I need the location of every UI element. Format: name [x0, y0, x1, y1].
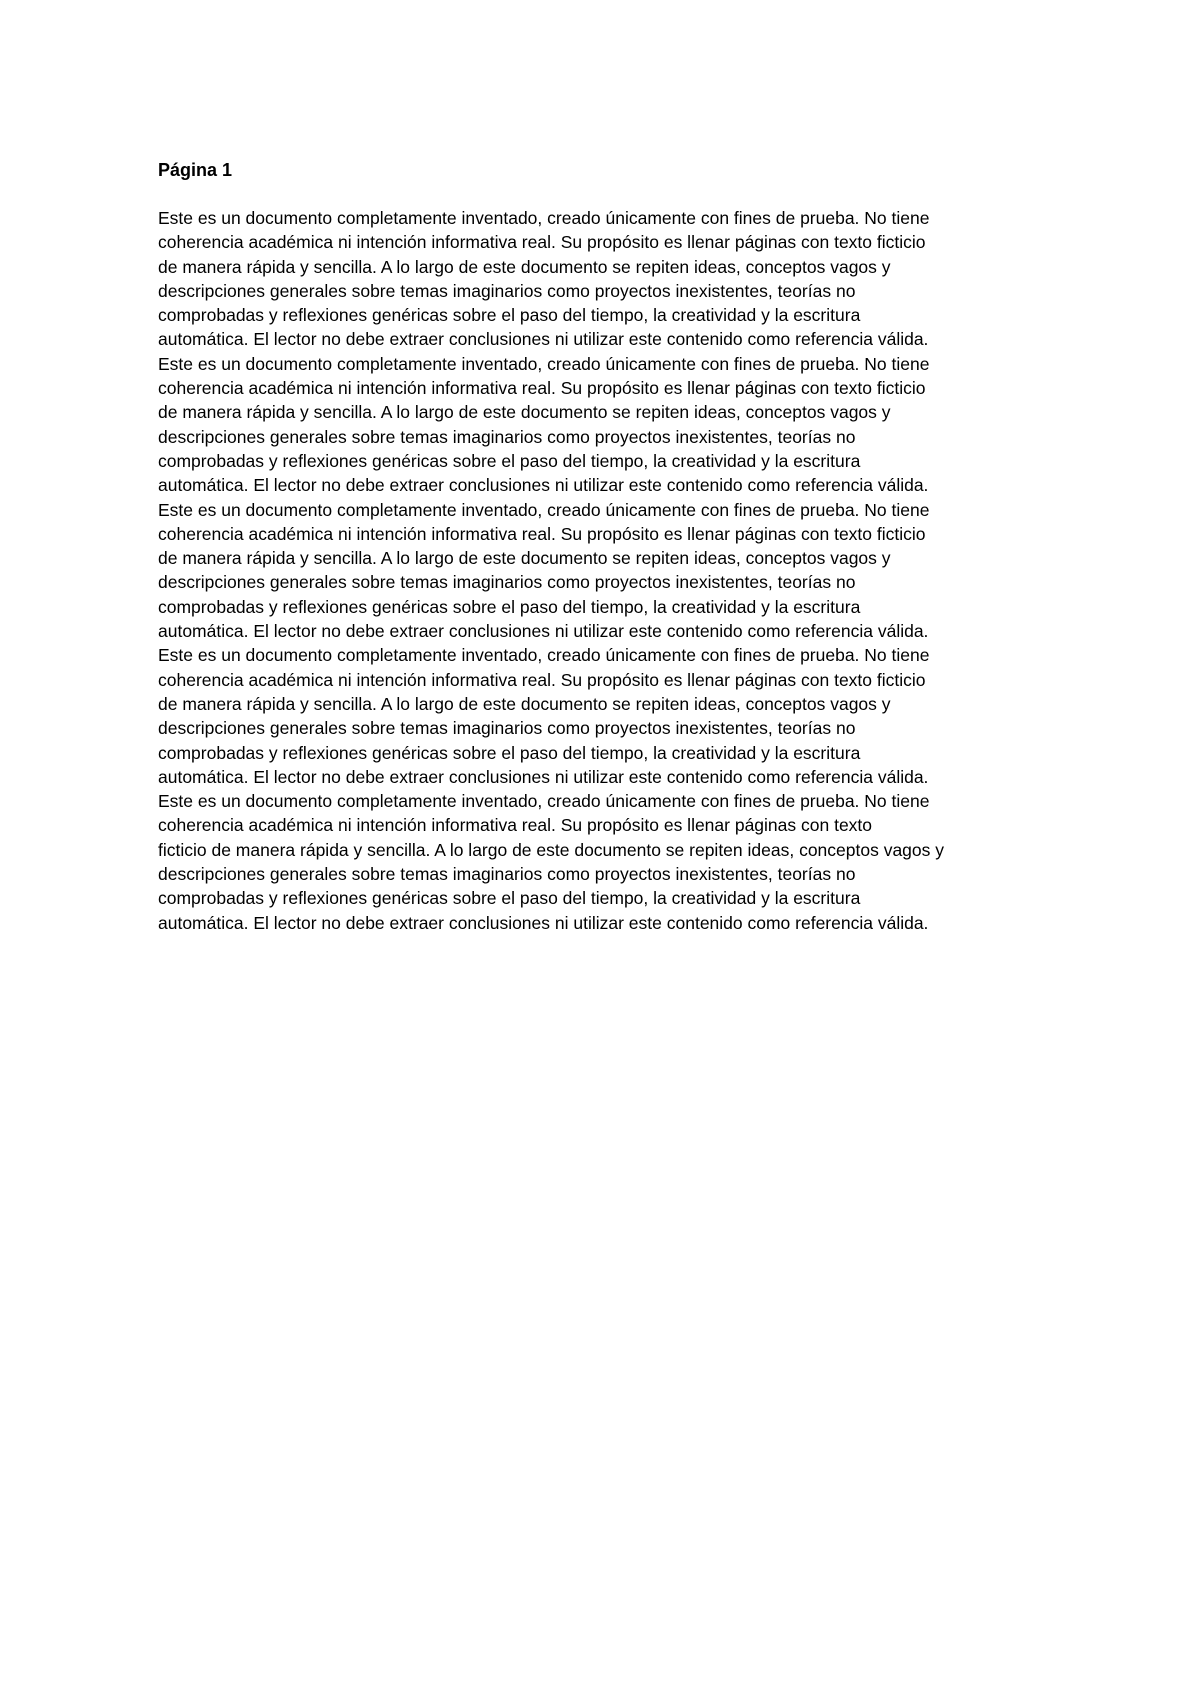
text-line: descripciones generales sobre temas imaginarios como proyectos inexistentes, teorías no	[158, 280, 856, 301]
text-line: automática. El lector no debe extraer conclusiones ni utilizar este contenido como referencia válida.	[158, 621, 929, 642]
text-line: coherencia académica ni intención informativa real. Su propósito es llenar páginas con texto	[158, 815, 873, 836]
text-line: automática. El lector no debe extraer conclusiones ni utilizar este contenido como referencia válida.	[158, 329, 929, 350]
page-title: Página 1	[158, 160, 233, 180]
text-line: de manera rápida y sencilla. A lo largo de este documento se repiten ideas, conceptos vagos y	[158, 402, 891, 423]
text-line: descripciones generales sobre temas imaginarios como proyectos inexistentes, teorías no	[158, 572, 856, 593]
text-line: coherencia académica ni intención informativa real. Su propósito es llenar páginas con texto ficticio	[158, 523, 926, 544]
text-line: Este es un documento completamente inventado, creado únicamente con fines de prueba. No tiene	[158, 208, 930, 228]
text-line: automática. El lector no debe extraer conclusiones ni utilizar este contenido como referencia válida.	[158, 475, 929, 496]
text-line: comprobadas y reflexiones genéricas sobre el paso del tiempo, la creatividad y la escritura	[158, 888, 861, 909]
text-line: ficticio de manera rápida y sencilla. A lo largo de este documento se repiten ideas, conceptos vagos y	[158, 839, 945, 860]
text-line: de manera rápida y sencilla. A lo largo de este documento se repiten ideas, conceptos vagos y	[158, 548, 891, 569]
text-line: de manera rápida y sencilla. A lo largo de este documento se repiten ideas, conceptos vagos y	[158, 256, 891, 277]
text-line: coherencia académica ni intención informativa real. Su propósito es llenar páginas con texto ficticio	[158, 669, 926, 690]
text-line: comprobadas y reflexiones genéricas sobre el paso del tiempo, la creatividad y la escritura	[158, 450, 861, 471]
text-line: descripciones generales sobre temas imaginarios como proyectos inexistentes, teorías no	[158, 864, 856, 885]
text-line: automática. El lector no debe extraer conclusiones ni utilizar este contenido como referencia válida.	[158, 912, 929, 933]
text-line: de manera rápida y sencilla. A lo largo de este documento se repiten ideas, conceptos vagos y	[158, 693, 891, 714]
text-line: comprobadas y reflexiones genéricas sobre el paso del tiempo, la creatividad y la escritura	[158, 305, 861, 326]
text-line: Este es un documento completamente inventado, creado únicamente con fines de prueba. No tiene	[158, 353, 930, 374]
text-line: coherencia académica ni intención informativa real. Su propósito es llenar páginas con texto ficticio	[158, 378, 926, 399]
text-line: coherencia académica ni intención informativa real. Su propósito es llenar páginas con texto ficticio	[158, 232, 926, 253]
text-line: comprobadas y reflexiones genéricas sobre el paso del tiempo, la creatividad y la escritura	[158, 596, 861, 617]
text-line: comprobadas y reflexiones genéricas sobre el paso del tiempo, la creatividad y la escritura	[158, 742, 861, 763]
text-line: Este es un documento completamente inventado, creado únicamente con fines de prueba. No tiene	[158, 791, 930, 812]
text-line: automática. El lector no debe extraer conclusiones ni utilizar este contenido como referencia válida.	[158, 766, 929, 787]
text-line: descripciones generales sobre temas imaginarios como proyectos inexistentes, teorías no	[158, 426, 856, 447]
text-line: Este es un documento completamente inventado, creado únicamente con fines de prueba. No tiene	[158, 499, 930, 520]
body-paragraph	[158, 206, 1058, 935]
text-line: Este es un documento completamente inventado, creado únicamente con fines de prueba. No tiene	[158, 645, 930, 666]
text-line: descripciones generales sobre temas imaginarios como proyectos inexistentes, teorías no	[158, 718, 856, 739]
page-content	[158, 158, 1058, 935]
